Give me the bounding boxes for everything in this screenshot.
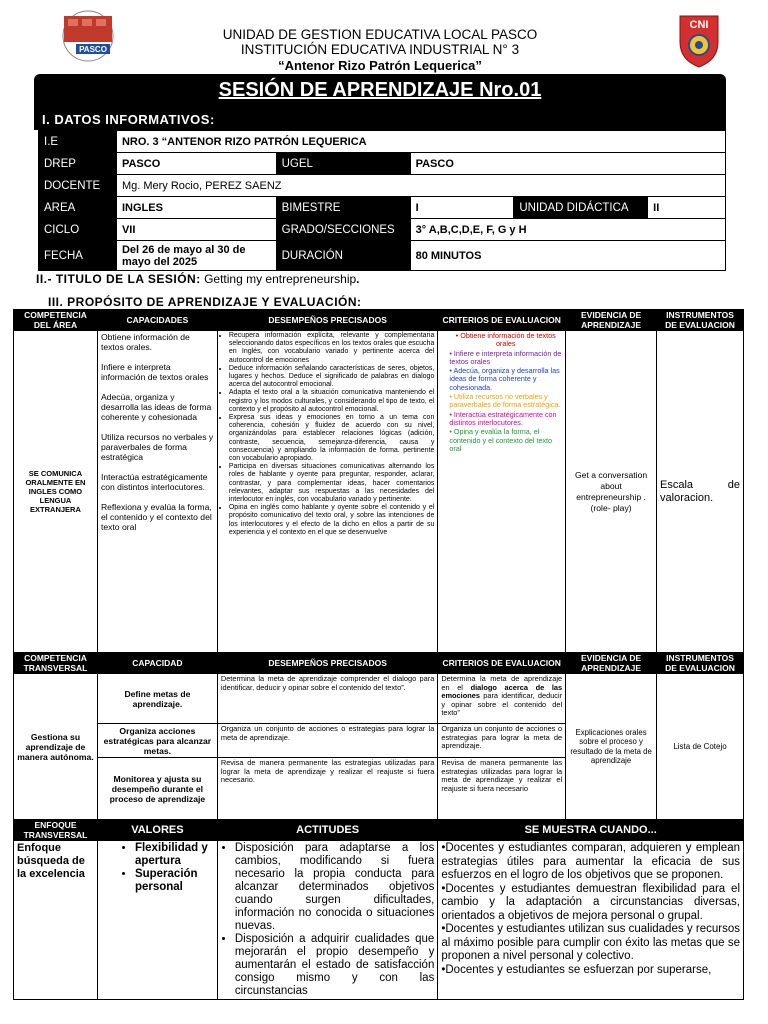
- desempeno-item: • Expresa sus ideas y emociones en torno a un tema con coherencia, cohesión y fluidez de acuerdo con su nivel, organizándolas para establecer relaciones lógicas (adición, contraste, secuencia, semejanza-diferencia, causa y consecuencia) y ampliando la información de forma. pertinente con vocabulario apropiado.: [229, 414, 434, 463]
- cni-shield-logo: [676, 12, 722, 68]
- datos-heading: I. DATOS INFORMATIVOS:: [42, 112, 215, 127]
- capacidad-item: Reflexiona y evalúa la forma, el contenido y el contexto del texto oral: [100, 502, 212, 532]
- capacidad-item: Interactúa estratégicamente con distintos interlocutores.: [100, 472, 208, 492]
- t2-capacidad: Define metas de aprendizaje.: [97, 674, 217, 724]
- criterio-item: • Adecúa, organiza y desarrolla las ideas de forma coherente y cohesionada.: [449, 366, 560, 392]
- t1-h-criterios: CRITERIOS DE EVALUACION: [438, 310, 566, 331]
- ugel-pasco-logo: [56, 10, 120, 62]
- capacidad-item: Infiere e interpreta información de textos orales: [100, 362, 209, 382]
- datos-informativos-header: [34, 108, 726, 130]
- ugel-label: UGEL: [276, 153, 410, 175]
- ie-label: I.E: [39, 131, 117, 153]
- capacidad-item: Obtiene información de textos orales.: [100, 332, 190, 352]
- muestra-item: •Docentes y estudiantes utilizan sus cualidades y recursos al máximo posible para cumplir con éxito las metas que se proponen a nivel personal y colectivo.: [441, 923, 740, 962]
- drep-value: PASCO: [116, 153, 276, 175]
- proposito-table: [13, 309, 744, 1000]
- logo-right-text: CNI: [689, 19, 709, 31]
- t3-muestra: [438, 841, 744, 1000]
- duracion-label: DURACIÓN: [276, 241, 410, 271]
- ciclo-label: CICLO: [39, 219, 117, 241]
- t2-competencia: Gestiona su aprendizaje de manera autónoma.: [14, 674, 98, 820]
- t3-h-valores: VALORES: [97, 820, 217, 841]
- datos-informativos-table: [38, 130, 726, 271]
- t1-h-instrumentos: INSTRUMENTOS DE EVALUACION: [657, 310, 744, 331]
- valor-item: • Superación personal: [135, 868, 214, 894]
- t2-h-desempenos: DESEMPEÑOS PRECISADOS: [217, 653, 437, 674]
- desempeno-item: • Deduce información señalando características de seres, objetos, lugares y hechos. Deduce el significado de palabras en dialogo acerca del autocontrol emocional.: [229, 365, 434, 390]
- proposito-heading: III. PROPÓSITO DE APRENDIZAJE Y EVALUACIÓN:: [48, 295, 362, 309]
- actitud-item: • Disposición a adquirir cualidades que mejorarán el propio desempeño y aumentarán el estado de satisfacción consigo mismo y con las circunstancias: [235, 933, 434, 998]
- t1-instrumento: Escala de valoracion.: [657, 331, 744, 653]
- t1-capacidades: [97, 331, 217, 653]
- t2-desempeno: Revisa de manera permanente las estrategias utilizadas para lograr la meta de aprendizaje y realizar el reajuste si fuera necesario.: [217, 758, 437, 820]
- t2-instrumento: Lista de Cotejo: [657, 674, 744, 820]
- t2-criterio-bold: dialogo acerca de las emociones: [441, 682, 563, 701]
- criterio-item: • Utiliza recursos no verbales y paraverbales de forma estratégica.: [449, 392, 561, 410]
- fecha-label: FECHA: [39, 241, 117, 271]
- t1-h-capacidades: CAPACIDADES: [97, 310, 217, 331]
- muestra-item: •Docentes y estudiantes comparan, adquieren y emplean estrategias útiles para aumentar la eficacia de sus esfuerzos en el logro de los objetivos que se proponen.: [441, 842, 740, 881]
- grado-label: GRADO/SECCIONES: [276, 219, 410, 241]
- t1-competencia: SE COMUNICA ORALMENTE EN INGLES COMO LENGUA EXTRANJERA: [14, 331, 98, 653]
- t2-criterio-pre: Determina la meta de aprendizaje en el: [441, 674, 563, 692]
- titulo-sesion: [36, 272, 360, 286]
- criterio-item: • Opina y evalúa la forma, el contenido y el contexto del texto oral: [449, 427, 553, 453]
- logo-left-text: PASCO: [79, 45, 107, 54]
- ie-value: NRO. 3 “ANTENOR RIZO PATRÓN LEQUERICA: [116, 131, 725, 153]
- criterio-item: • Interactúa estratégicamente con distintos interlocutores.: [449, 409, 557, 427]
- t3-h-muestra: SE MUESTRA CUANDO...: [438, 820, 744, 841]
- area-value: INGLES: [116, 197, 276, 219]
- t2-desempeno: Determina la meta de aprendizaje comprender el dialogo para identificar, deducir y opinar sobre el contenido del texto”.: [217, 674, 437, 724]
- docente-value: Mg. Mery Rocio, PEREZ SAENZ: [116, 175, 725, 197]
- t2-h-instrumentos: INSTRUMENTOS DE EVALUACION: [657, 653, 744, 674]
- desempeno-item: • Adapta el texto oral a la situación comunicativa manteniendo el registro y los modos culturales, y considerando el tipo de texto, el contexto y el propósito al autocontrol emocional.: [229, 389, 434, 414]
- header-nombre: “Antenor Rizo Patrón Lequerica”: [278, 58, 482, 73]
- bimestre-value: I: [410, 197, 514, 219]
- title-bar: [34, 74, 726, 108]
- t1-criterios: [438, 331, 566, 653]
- t2-h-evidencia: EVIDENCIA DE APRENDIZAJE: [566, 653, 657, 674]
- t2-h-criterios: CRITERIOS DE EVALUACION: [438, 653, 566, 674]
- t1-h-desempenos: DESEMPEÑOS PRECISADOS: [217, 310, 437, 331]
- titulo-sesion-label: II.- TITULO DE LA SESIÓN:: [36, 272, 201, 286]
- desempeno-item: • Recupera información explícita, relevante y complementaria seleccionando datos específicos en los textos orales que escucha en Inglés, con vocabulario variado y pertinente acerca del autocontrol de emociones: [229, 332, 434, 365]
- duracion-value: 80 MINUTOS: [410, 241, 725, 271]
- t2-capacidad: Organiza acciones estratégicas para alcanzar metas.: [97, 724, 217, 758]
- area-label: AREA: [39, 197, 117, 219]
- header-institucion: INSTITUCIÓN EDUCATIVA INDUSTRIAL N° 3: [240, 42, 520, 57]
- desempeno-item: • Opina en inglés como hablante y oyente sobre el contenido y el propósito comunicativo del texto oral, y sobre las intenciones de los interlocutores y el efecto de la dicho en ellos a partir de su experiencia y el contexto en el que se desenvuelve: [229, 504, 434, 537]
- t2-evidencia: Explicaciones orales sobre el proceso y resultado de la meta de aprendizaje: [566, 674, 657, 820]
- t2-criterio: Revisa de manera permanente las estrategias utilizadas para lograr la meta de aprendizaje y realizar el reajuste si fuera necesario: [438, 758, 566, 820]
- grado-value: 3° A,B,C,D,E, F, G y H: [410, 219, 725, 241]
- t2-h-capacidad: CAPACIDAD: [97, 653, 217, 674]
- t2-desempeno: Organiza un conjunto de acciones o estrategias para lograr la meta de aprendizaje.: [217, 724, 437, 758]
- titulo-sesion-end: .: [356, 272, 361, 286]
- bimestre-label: BIMESTRE: [276, 197, 410, 219]
- header-ugel: UNIDAD DE GESTION EDUCATIVA LOCAL PASCO: [222, 27, 538, 42]
- t3-h-enfoque: ENFOQUE TRANSVERSAL: [14, 820, 98, 841]
- t3-h-actitudes: ACTITUDES: [217, 820, 437, 841]
- t3-valores: [97, 841, 217, 1000]
- valor-item: • Flexibilidad y apertura: [135, 842, 214, 868]
- ciclo-value: VII: [116, 219, 276, 241]
- desempeno-item: • Participa en diversas situaciones comunicativas alternando los roles de hablante y oyente para preguntar, responder, aclarar, contrastar, y para complementar ideas, hacer comentarios relevantes, adaptar sus respuestas a las necesidades del interlocutor en inglés, con vocabulario variado y pertinente.: [229, 463, 434, 504]
- t1-h-competencia: COMPETENCIA DEL ÁREA: [14, 310, 98, 331]
- t3-actitudes: [217, 841, 437, 1000]
- t2-h-competencia: COMPETENCIA TRANSVERSAL: [14, 653, 98, 674]
- t2-criterio: Organiza un conjunto de acciones o estrategias para lograr la meta de aprendizaje.: [438, 724, 566, 758]
- muestra-item: •Docentes y estudiantes demuestran flexibilidad para el cambio y la adaptación a circunstancias diversas, orientados a objetivos de mejora personal o grupal.: [441, 882, 740, 922]
- capacidad-item: Adecúa, organiza y desarrolla las ideas de forma coherente y cohesionada: [100, 392, 212, 422]
- t2-capacidad: Monitorea y ajusta su desempeño durante el proceso de aprendizaje: [97, 758, 217, 820]
- t1-desempenos: [217, 331, 437, 653]
- t1-evidencia: Get a conversation about entrepreneurship .(role- play): [566, 331, 657, 653]
- docente-label: DOCENTE: [39, 175, 117, 197]
- ugel-value: PASCO: [410, 153, 725, 175]
- t3-enfoque: Enfoque búsqueda de la excelencia: [14, 841, 98, 1000]
- t2-criterio-post: para identificar, deducir y opinar sobre el contenido del texto”: [441, 691, 563, 718]
- criterio-item: • Infiere e interpreta información de textos orales: [449, 348, 562, 366]
- capacidad-item: Utiliza recursos no verbales y paraverbales de forma estratégica: [100, 432, 214, 462]
- criterios-list: [441, 332, 562, 453]
- fecha-value: Del 26 de mayo al 30 de mayo del 2025: [116, 241, 276, 271]
- session-title: SESIÓN DE APRENDIZAJE Nro.01: [218, 79, 542, 101]
- actitud-item: • Disposición para adaptarse a los cambios, modificando si fuera necesario la propia conducta para alcanzar determinados objetivos cuando surgen dificultades, información no conocida o situaciones nuevas.: [235, 842, 434, 933]
- titulo-sesion-value: Getting my entrepreneurship: [204, 272, 357, 286]
- criterio-item: • Obtiene información de textos orales: [455, 331, 556, 349]
- drep-label: DREP: [39, 153, 117, 175]
- t2-criterio: [438, 674, 566, 724]
- unidad-value: II: [648, 197, 726, 219]
- t1-h-evidencia: EVIDENCIA DE APRENDIZAJE: [566, 310, 657, 331]
- muestra-item: •Docentes y estudiantes se esfuerzan por superarse,: [441, 963, 712, 976]
- unidad-label: UNIDAD DIDÁCTICA: [514, 197, 648, 219]
